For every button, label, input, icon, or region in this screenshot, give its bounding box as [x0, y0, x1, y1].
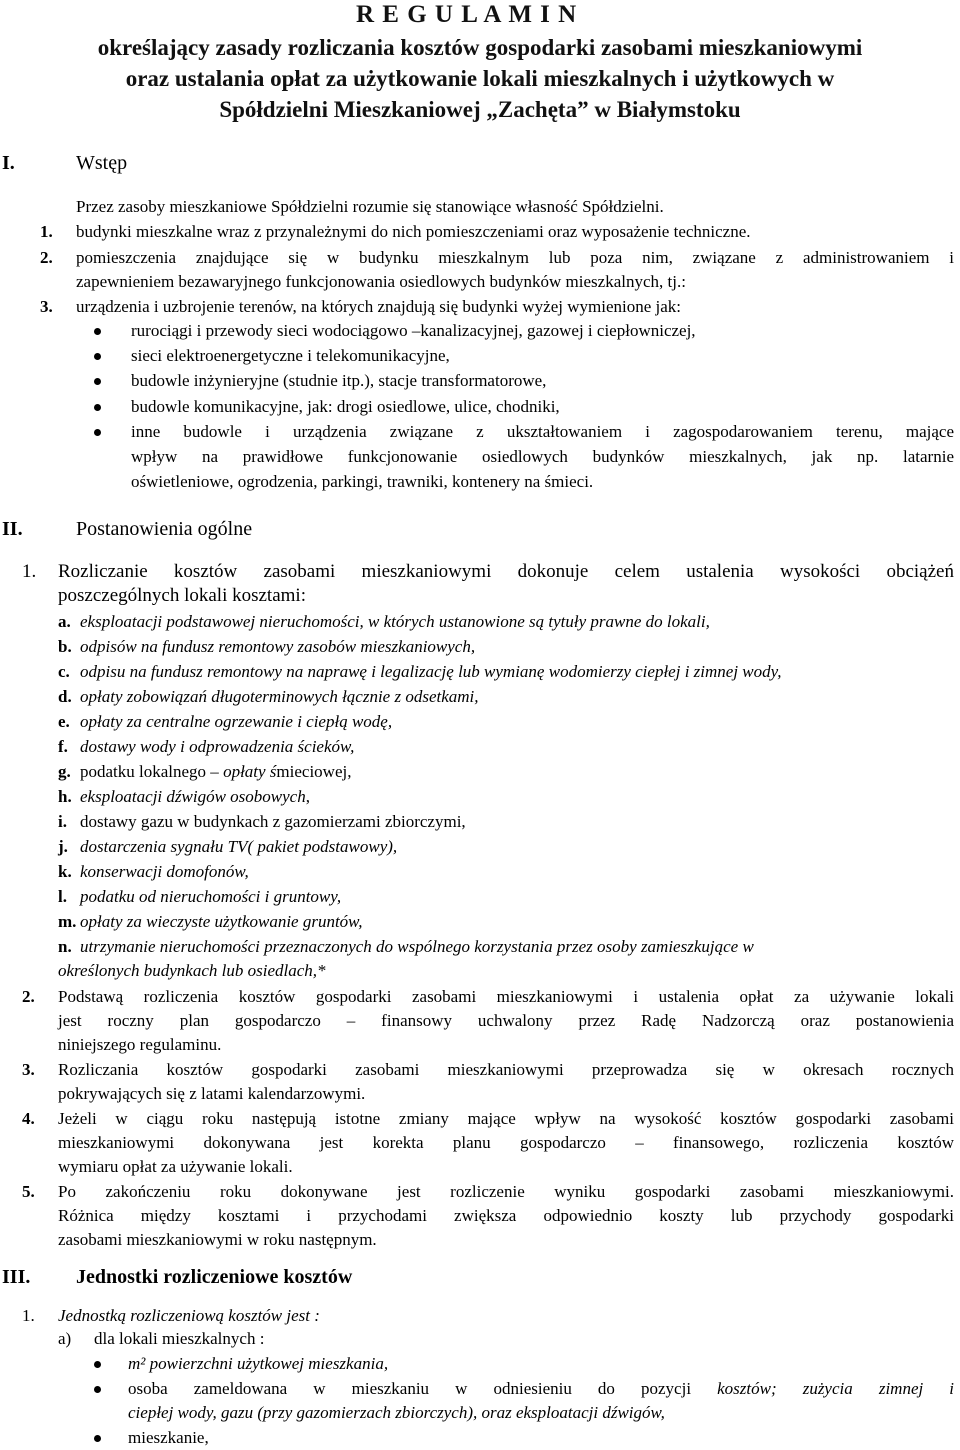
section-2-item-5-line-1: Po zakończeniu roku dokonywane jest rozliczenie wyniku gospodarki zasobami mieszkaniowymi. [58, 1182, 954, 1201]
list-item-text: dostarczenia sygnału TV( pakiet podstawowy), [80, 837, 398, 856]
list-item-text: eksploatacji podstawowej nieruchomości, w których ustanowione są tytuły prawne do lokali, [80, 612, 710, 631]
section-1-item-3-text: urządzenia i uzbrojenie terenów, na których znajdują się budynki wyżej wymienione jak: [76, 297, 682, 316]
bullet-icon [94, 378, 101, 385]
section-2-item-2-number: 2. [22, 987, 35, 1006]
section-1-bullet-3: budowle inżynieryjne (studnie itp.), stacje transformatorowe, [131, 371, 547, 390]
list-item-text [80, 761, 351, 783]
list-item-letter: h. [58, 787, 72, 806]
section-1-bullet-2: sieci elektroenergetyczne i telekomunikacyjne, [131, 346, 450, 365]
list-item-text [80, 786, 310, 808]
section-1-item-2-number: 2. [40, 248, 53, 267]
section-1-item-2-line-2: zapewnieniem bezawaryjnego funkcjonowania osiedlowych budynków mieszkalnych, tj.: [76, 272, 686, 291]
section-1-bullet-5-line-1: inne budowle i urządzenia związane z ukształtowaniem i zagospodarowaniem terenu, mające [131, 422, 954, 441]
list-item-text: odpisów na fundusz remontowy zasobów mieszkaniowych, [80, 637, 476, 656]
list-item-letter: b. [58, 637, 72, 656]
list-item-text: dostawy gazu w budynkach z gazomierzami zbiorczymi, [80, 812, 466, 831]
section-2-item-2-line-3: niniejszego regulaminu. [58, 1035, 222, 1054]
bullet-icon [94, 1361, 101, 1368]
section-3-item-1-text: Jednostką rozliczeniową kosztów jest : [58, 1306, 320, 1325]
list-item-letter: a. [58, 612, 71, 631]
list-item-text: konserwacji domofonów, [80, 862, 249, 881]
bullet-icon [94, 1435, 101, 1442]
list-item-letter: f. [58, 737, 68, 756]
list-item-letter: l. [58, 887, 67, 906]
list-item-text-part: eksploatacji dźwigów osobowych [80, 787, 306, 806]
section-1-item-3-number: 3. [40, 297, 53, 316]
list-item-text: podatku od nieruchomości i gruntowy, [80, 887, 342, 906]
bullet-icon [94, 404, 101, 411]
section-1-heading: Wstęp [76, 152, 128, 174]
section-3-bullet-2-text-part: osoba zameldowana w mieszkaniu w odniesieniu do pozycji [128, 1379, 718, 1398]
list-item-letter: g. [58, 762, 71, 781]
document-subtitle-line-3: Spółdzielni Mieszkaniowej „Zachęta” w Białymstoku [219, 97, 741, 122]
section-1-item-1-text: budynki mieszkalne wraz z przynależnymi do nich pomieszczeniami oraz wyposażenie techniczne. [76, 222, 751, 241]
document-subtitle-line-2: oraz ustalania opłat za użytkowanie lokali mieszkalnych i użytkowych w [125, 66, 835, 91]
section-1-number: I. [2, 152, 15, 174]
section-2-item-5-number: 5. [22, 1182, 35, 1201]
section-1-bullet-4: budowle komunikacyjne, jak: drogi osiedlowe, ulice, chodniki, [131, 397, 560, 416]
section-2-item-2-line-2: jest roczny plan gospodarczo – finansowy uchwalony przez Radę Nadzorczą oraz postanowienia [58, 1011, 954, 1030]
section-1-item-2-line-1: pomieszczenia znajdujące się w budynku mieszkalnym lub poza nim, związane z administrowaniem i [76, 248, 954, 267]
section-3-bullet-1: m² powierzchni użytkowej mieszkania, [128, 1354, 389, 1373]
list-item-letter: c. [58, 662, 70, 681]
section-2-item-3-number: 3. [22, 1060, 35, 1079]
section-2-item-5-line-2: Różnica między kosztami i przychodami zwiększa odpowiednio koszty lub przychody gospodarki [58, 1206, 954, 1225]
bullet-icon [94, 353, 101, 360]
bullet-icon [94, 1386, 101, 1393]
list-item-text: odpisu na fundusz remontowy na naprawę i legalizację lub wymianę wodomierzy ciepłej i zimnej wody, [80, 662, 782, 681]
section-2-item-3-line-2: pokrywających się z latami kalendarzowymi. [58, 1084, 366, 1103]
section-3-number: III. [2, 1266, 31, 1288]
section-3-bullet-2-line-2: ciepłej wody, gazu (przy gazomierzach zbiorczych), oraz eksploatacji dźwigów, [128, 1403, 665, 1422]
section-2-item-3-line-1: Rozliczania kosztów gospodarki zasobami mieszkaniowymi przeprowadza się w okresach rocznych [58, 1060, 954, 1079]
section-2-item-2-line-1: Podstawą rozliczenia kosztów gospodarki zasobami mieszkaniowymi i ustalenia opłat za używanie lokali [58, 987, 954, 1006]
section-2-item-1-line-1: Rozliczanie kosztów zasobami mieszkaniowymi dokonuje celem ustalenia wysokości obciążeń [58, 561, 954, 582]
section-2-heading: Postanowienia ogólne [76, 518, 253, 540]
section-1-bullet-5-line-3: oświetleniowe, ogrodzenia, parkingi, trawniki, kontenery na śmieci. [131, 472, 594, 491]
section-2-item-4-line-3: wymiaru opłat za używanie lokali. [58, 1157, 293, 1176]
list-item-text-continuation: określonych budynkach lub osiedlach,* [58, 961, 326, 980]
document-subtitle-line-1: określający zasady rozliczania kosztów gospodarki zasobami mieszkaniowymi [97, 35, 863, 60]
section-2-item-1-number: 1. [22, 561, 37, 582]
list-item-text: dostawy wody i odprowadzenia ścieków, [80, 737, 355, 756]
list-item-text: opłaty za centralne ogrzewanie i ciepłą wodę, [80, 712, 393, 731]
document-title: R E G U L A M I N [356, 1, 578, 28]
list-item-letter: j. [58, 837, 68, 856]
section-2-item-4-line-1: Jeżeli w ciągu roku następują istotne zmiany mające wpływ na wysokość kosztów gospodarki zasobami [58, 1109, 954, 1128]
section-3-subitem-a-label: a) [58, 1329, 72, 1348]
section-3-heading: Jednostki rozliczeniowe kosztów [76, 1266, 353, 1288]
bullet-icon [94, 429, 101, 436]
section-1-bullet-1: rurociągi i przewody sieci wodociągowo –kanalizacyjnej, gazowej i ciepłowniczej, [131, 321, 696, 340]
list-item-letter: n. [58, 937, 72, 956]
section-3-bullet-2-line-1 [128, 1378, 954, 1400]
list-item-text: utrzymanie nieruchomości przeznaczonych do wspólnego korzystania przez osoby zamieszkujące w [80, 937, 754, 956]
section-1-item-1-number: 1. [40, 222, 53, 241]
list-item-text-part: mieciowej, [276, 762, 352, 781]
list-item-text-part: , [305, 787, 310, 806]
section-3-bullet-3: mieszkanie, [128, 1428, 209, 1447]
list-item-text-part: opłaty ś [223, 762, 277, 781]
section-2-number: II. [2, 518, 23, 540]
list-item-text: opłaty za wieczyste użytkowanie gruntów, [80, 912, 363, 931]
bullet-icon [94, 328, 101, 335]
list-item-letter: i. [58, 812, 67, 831]
list-item-letter: k. [58, 862, 72, 881]
section-2-item-5-line-3: zasobami mieszkaniowymi w roku następnym. [58, 1230, 377, 1249]
section-3-bullet-2-text-part: kosztów; zużycia zimnej i [717, 1379, 955, 1398]
list-item-letter: d. [58, 687, 72, 706]
section-3-subitem-a-text: dla lokali mieszkalnych : [94, 1329, 265, 1348]
section-1-bullet-5-line-2: wpływ na prawidłowe funkcjonowanie osiedlowych budynków mieszkalnych, jak np. latarnie [131, 447, 954, 466]
section-2-item-1-line-2: poszczególnych lokali kosztami: [58, 585, 306, 606]
section-2-item-4-line-2: mieszkaniowymi dokonywana jest korekta planu gospodarczo – finansowego, rozliczenia kosztów [58, 1133, 954, 1152]
list-item-letter: e. [58, 712, 70, 731]
section-3-item-1-number: 1. [22, 1306, 35, 1325]
list-item-text-part: podatku lokalnego – [80, 762, 224, 781]
section-1-intro: Przez zasoby mieszkaniowe Spółdzielni rozumie się stanowiące własność Spółdzielni. [76, 197, 664, 216]
list-item-letter: m. [58, 912, 77, 931]
section-2-item-4-number: 4. [22, 1109, 35, 1128]
list-item-text: opłaty zobowiązań długoterminowych łącznie z odsetkami, [80, 687, 479, 706]
